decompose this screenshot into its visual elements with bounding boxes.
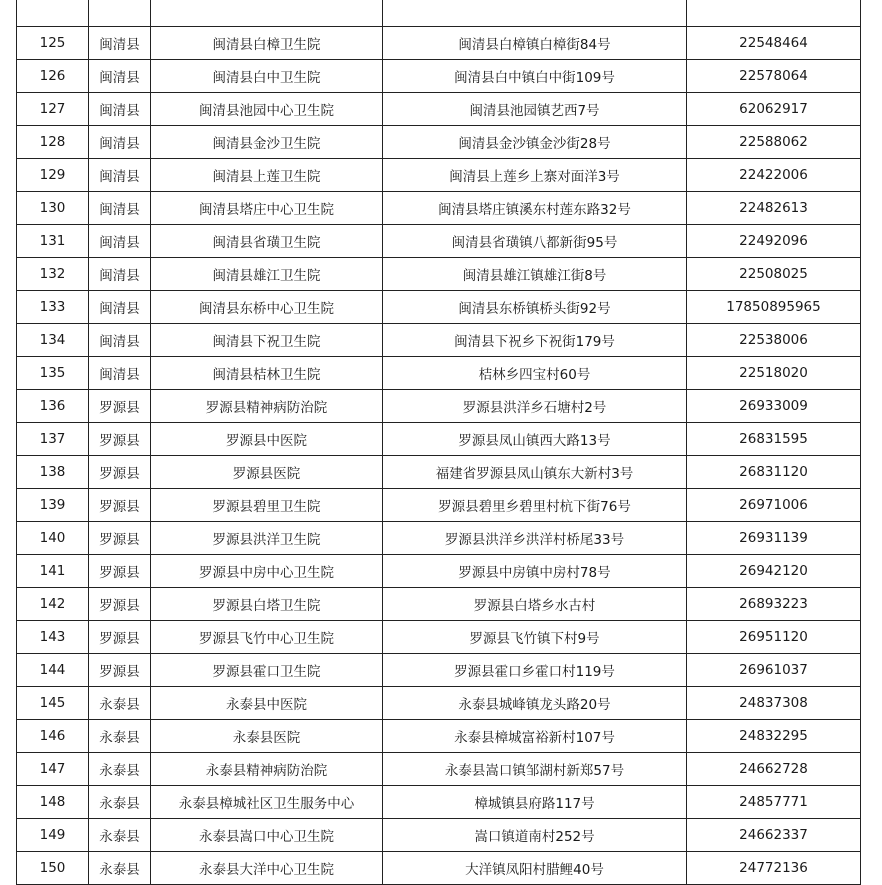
row-number-cell: 129 [17,159,89,192]
phone-cell [687,0,861,27]
institution-name-cell: 闽清县省璜卫生院 [151,225,383,258]
institution-name-cell: 永泰县樟城社区卫生服务中心 [151,786,383,819]
county-cell: 罗源县 [89,654,151,687]
institution-name-cell: 罗源县霍口卫生院 [151,654,383,687]
institution-name-cell: 闽清县桔林卫生院 [151,357,383,390]
row-number-cell: 138 [17,456,89,489]
table-row [17,357,861,390]
table-row [17,687,861,720]
institution-name-cell: 闽清县下祝卫生院 [151,324,383,357]
table-row [17,27,861,60]
table-row [17,192,861,225]
row-number-cell: 144 [17,654,89,687]
row-number-cell: 128 [17,126,89,159]
address-cell: 罗源县飞竹镇下村9号 [383,621,687,654]
table-row [17,555,861,588]
institution-name-cell: 永泰县嵩口中心卫生院 [151,819,383,852]
row-number-cell: 148 [17,786,89,819]
address-cell: 闽清县上莲乡上寨对面洋3号 [383,159,687,192]
address-cell: 永泰县樟城富裕新村107号 [383,720,687,753]
phone-cell: 26961037 [687,654,861,687]
row-number-cell: 142 [17,588,89,621]
phone-cell: 24662728 [687,753,861,786]
table-row [17,291,861,324]
address-cell [383,0,687,27]
phone-cell: 22508025 [687,258,861,291]
county-cell: 闽清县 [89,60,151,93]
table-row [17,126,861,159]
county-cell: 闽清县 [89,258,151,291]
county-cell: 闽清县 [89,159,151,192]
phone-cell: 22492096 [687,225,861,258]
phone-cell: 24772136 [687,852,861,885]
address-cell: 闽清县下祝乡下祝街179号 [383,324,687,357]
phone-cell: 22422006 [687,159,861,192]
table-row [17,819,861,852]
row-number-cell [17,0,89,27]
phone-cell: 22588062 [687,126,861,159]
address-cell: 闽清县雄江镇雄江街8号 [383,258,687,291]
county-cell: 永泰县 [89,819,151,852]
county-cell: 闽清县 [89,324,151,357]
row-number-cell: 130 [17,192,89,225]
institution-name-cell: 闽清县池园中心卫生院 [151,93,383,126]
county-cell: 罗源县 [89,390,151,423]
address-cell: 嵩口镇道南村252号 [383,819,687,852]
phone-cell: 26831120 [687,456,861,489]
row-number-cell: 135 [17,357,89,390]
address-cell: 罗源县霍口乡霍口村119号 [383,654,687,687]
phone-cell: 26951120 [687,621,861,654]
institution-name-cell [151,0,383,27]
county-cell: 永泰县 [89,753,151,786]
county-cell: 罗源县 [89,621,151,654]
institution-name-cell: 闽清县白樟卫生院 [151,27,383,60]
phone-cell: 24857771 [687,786,861,819]
table-row [17,159,861,192]
row-number-cell: 145 [17,687,89,720]
institution-name-cell: 罗源县飞竹中心卫生院 [151,621,383,654]
institution-name-cell: 永泰县精神病防治院 [151,753,383,786]
phone-cell: 24837308 [687,687,861,720]
county-cell [89,0,151,27]
address-cell: 永泰县城峰镇龙头路20号 [383,687,687,720]
row-number-cell: 134 [17,324,89,357]
address-cell: 福建省罗源县凤山镇东大新村3号 [383,456,687,489]
table-row [17,390,861,423]
row-number-cell: 127 [17,93,89,126]
county-cell: 闽清县 [89,291,151,324]
county-cell: 罗源县 [89,423,151,456]
address-cell: 闽清县东桥镇桥头街92号 [383,291,687,324]
row-number-cell: 140 [17,522,89,555]
table-row [17,720,861,753]
phone-cell: 22538006 [687,324,861,357]
phone-cell: 26942120 [687,555,861,588]
table-row [17,786,861,819]
county-cell: 闽清县 [89,27,151,60]
row-number-cell: 132 [17,258,89,291]
address-cell: 罗源县洪洋乡洪洋村桥尾33号 [383,522,687,555]
county-cell: 罗源县 [89,456,151,489]
institution-name-cell: 永泰县大洋中心卫生院 [151,852,383,885]
institution-name-cell: 闽清县白中卫生院 [151,60,383,93]
table-row [17,225,861,258]
phone-cell: 26931139 [687,522,861,555]
table-row [17,324,861,357]
county-cell: 永泰县 [89,852,151,885]
address-cell: 永泰县嵩口镇邹湖村新郑57号 [383,753,687,786]
row-number-cell: 146 [17,720,89,753]
institution-name-cell: 罗源县碧里卫生院 [151,489,383,522]
phone-cell: 17850895965 [687,291,861,324]
row-number-cell: 139 [17,489,89,522]
phone-cell: 22548464 [687,27,861,60]
row-number-cell: 150 [17,852,89,885]
institution-name-cell: 罗源县洪洋卫生院 [151,522,383,555]
row-number-cell: 126 [17,60,89,93]
institution-name-cell: 罗源县中房中心卫生院 [151,555,383,588]
address-cell: 罗源县凤山镇西大路13号 [383,423,687,456]
address-cell: 大洋镇凤阳村腊鲤40号 [383,852,687,885]
county-cell: 永泰县 [89,687,151,720]
institution-name-cell: 罗源县白塔卫生院 [151,588,383,621]
county-cell: 永泰县 [89,786,151,819]
row-number-cell: 149 [17,819,89,852]
county-cell: 罗源县 [89,555,151,588]
institution-name-cell: 罗源县中医院 [151,423,383,456]
phone-cell: 26893223 [687,588,861,621]
address-cell: 罗源县中房镇中房村78号 [383,555,687,588]
institution-name-cell: 闽清县雄江卫生院 [151,258,383,291]
phone-cell: 62062917 [687,93,861,126]
phone-cell: 22518020 [687,357,861,390]
address-cell: 罗源县洪洋乡石塘村2号 [383,390,687,423]
table-row [17,456,861,489]
address-cell: 樟城镇县府路117号 [383,786,687,819]
row-number-cell: 141 [17,555,89,588]
address-cell: 闽清县白中镇白中街109号 [383,60,687,93]
table-row [17,621,861,654]
institution-name-cell: 永泰县医院 [151,720,383,753]
row-number-cell: 133 [17,291,89,324]
county-cell: 罗源县 [89,489,151,522]
address-cell: 闽清县白樟镇白樟街84号 [383,27,687,60]
institution-name-cell: 闽清县东桥中心卫生院 [151,291,383,324]
phone-cell: 22578064 [687,60,861,93]
address-cell: 闽清县省璜镇八都新街95号 [383,225,687,258]
county-cell: 闽清县 [89,225,151,258]
hospital-table-container [16,0,860,885]
address-cell: 罗源县白塔乡水古村 [383,588,687,621]
table-row [17,0,861,27]
address-cell: 闽清县池园镇艺西7号 [383,93,687,126]
address-cell: 桔林乡四宝村60号 [383,357,687,390]
hospital-table-body [17,0,861,885]
row-number-cell: 136 [17,390,89,423]
county-cell: 闽清县 [89,93,151,126]
phone-cell: 26933009 [687,390,861,423]
table-row [17,489,861,522]
phone-cell: 26831595 [687,423,861,456]
table-row [17,852,861,885]
row-number-cell: 125 [17,27,89,60]
institution-name-cell: 罗源县精神病防治院 [151,390,383,423]
institution-name-cell: 永泰县中医院 [151,687,383,720]
table-row [17,423,861,456]
county-cell: 闽清县 [89,357,151,390]
row-number-cell: 143 [17,621,89,654]
county-cell: 罗源县 [89,522,151,555]
county-cell: 闽清县 [89,126,151,159]
phone-cell: 26971006 [687,489,861,522]
table-row [17,654,861,687]
row-number-cell: 147 [17,753,89,786]
table-row [17,588,861,621]
row-number-cell: 131 [17,225,89,258]
institution-name-cell: 闽清县金沙卫生院 [151,126,383,159]
institution-name-cell: 闽清县塔庄中心卫生院 [151,192,383,225]
county-cell: 闽清县 [89,192,151,225]
table-row [17,522,861,555]
county-cell: 永泰县 [89,720,151,753]
address-cell: 闽清县塔庄镇溪东村莲东路32号 [383,192,687,225]
institution-name-cell: 闽清县上莲卫生院 [151,159,383,192]
table-row [17,93,861,126]
address-cell: 闽清县金沙镇金沙街28号 [383,126,687,159]
hospital-table [16,0,861,885]
phone-cell: 22482613 [687,192,861,225]
phone-cell: 24832295 [687,720,861,753]
row-number-cell: 137 [17,423,89,456]
table-row [17,60,861,93]
table-row [17,258,861,291]
county-cell: 罗源县 [89,588,151,621]
institution-name-cell: 罗源县医院 [151,456,383,489]
phone-cell: 24662337 [687,819,861,852]
table-row [17,753,861,786]
address-cell: 罗源县碧里乡碧里村杭下街76号 [383,489,687,522]
